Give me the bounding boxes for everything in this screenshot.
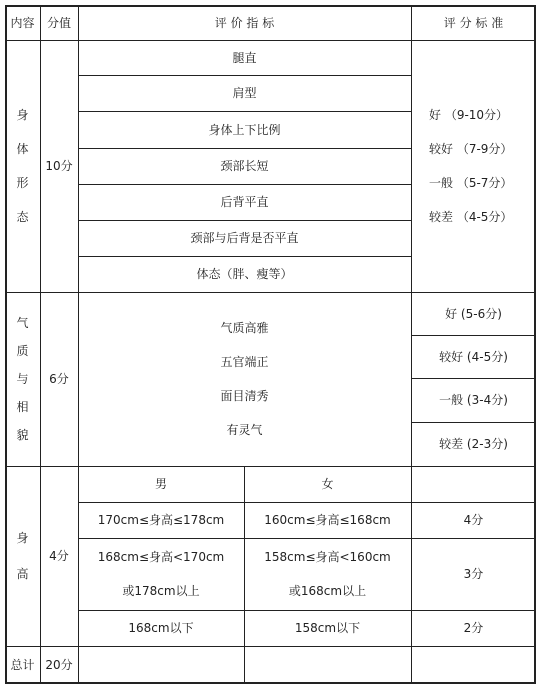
- header-criteria: 评 分 标 准: [443, 15, 504, 30]
- indicator-cell: 肩型: [232, 86, 257, 100]
- criteria-cell: 较差 (2-3分): [439, 437, 508, 451]
- section-score-body-shape: 10分: [45, 159, 73, 173]
- label-char: 态: [16, 210, 29, 224]
- criteria-cell: 一般 (3-4分): [439, 393, 508, 407]
- label-char: 质: [16, 344, 29, 358]
- header-content: 内容: [10, 15, 35, 30]
- indicator-cell: 腿直: [232, 50, 257, 65]
- range-line: 168cm≤身高<170cm: [97, 550, 225, 564]
- range-line: 或178cm以上: [122, 584, 200, 598]
- section-score-height: 4分: [49, 549, 69, 563]
- indicator-item: 有灵气: [226, 423, 263, 437]
- indicator-cell: 颈部与后背是否平直: [190, 231, 299, 245]
- indicator-item: 气质高雅: [220, 321, 269, 335]
- range-line: 或168cm以上: [288, 584, 367, 598]
- male-range: 168cm以下: [128, 621, 194, 635]
- criteria-item: 好 （9-10分）: [429, 108, 509, 122]
- criteria-item: 一般 （5-7分）: [429, 176, 513, 190]
- indicator-item: 面目清秀: [220, 389, 269, 403]
- label-char: 与: [16, 372, 29, 386]
- label-char: 形: [16, 176, 29, 190]
- female-range: [244, 538, 411, 610]
- total-score: 20分: [45, 658, 73, 672]
- section-score-temperament: 6分: [49, 372, 69, 386]
- indicator-cell: 颈部长短: [220, 159, 269, 173]
- label-char: 貌: [16, 428, 29, 442]
- indicator-cell: 后背平直: [220, 195, 269, 209]
- criteria-item: 较好 （7-9分）: [429, 142, 513, 156]
- header-score: 分值: [46, 15, 71, 30]
- height-score: 2分: [463, 621, 484, 635]
- section-label-height: [5, 466, 40, 646]
- total-empty-cell: [244, 646, 411, 684]
- header-indicator: 评 价 指 标: [214, 15, 275, 30]
- label-char: 身: [16, 531, 29, 545]
- male-header: 男: [154, 477, 167, 491]
- male-range: 170cm≤身高≤178cm: [97, 513, 225, 527]
- scoring-table: [5, 5, 536, 684]
- female-range: 160cm≤身高≤168cm: [264, 513, 391, 527]
- label-char: 高: [16, 567, 29, 581]
- female-header: 女: [321, 477, 334, 491]
- indicator-item: 五官端正: [220, 355, 269, 369]
- indicators-temperament: [78, 292, 411, 466]
- label-char: 体: [16, 142, 29, 156]
- label-char: 相: [16, 400, 29, 414]
- criteria-body-shape: [411, 40, 536, 292]
- height-score: 3分: [463, 567, 484, 581]
- criteria-cell: 好 (5-6分): [445, 306, 502, 321]
- total-empty-cell: [78, 646, 244, 684]
- criteria-cell: 较好 (4-5分): [439, 349, 508, 364]
- height-score: 4分: [463, 513, 484, 527]
- male-range: [78, 538, 244, 610]
- indicator-cell: 身体上下比例: [208, 122, 281, 137]
- criteria-item: 较差 （4-5分）: [429, 210, 513, 224]
- female-range: 158cm以下: [294, 621, 361, 635]
- label-char: 气: [16, 316, 29, 330]
- section-label-temperament: [5, 292, 40, 466]
- indicator-cell: 体态（胖、瘦等）: [196, 267, 293, 281]
- range-line: 158cm≤身高<160cm: [264, 550, 391, 564]
- total-empty-cell: [411, 646, 536, 684]
- label-char: 身: [16, 108, 29, 122]
- total-label: 总计: [10, 658, 35, 672]
- section-label-body-shape: [5, 40, 40, 292]
